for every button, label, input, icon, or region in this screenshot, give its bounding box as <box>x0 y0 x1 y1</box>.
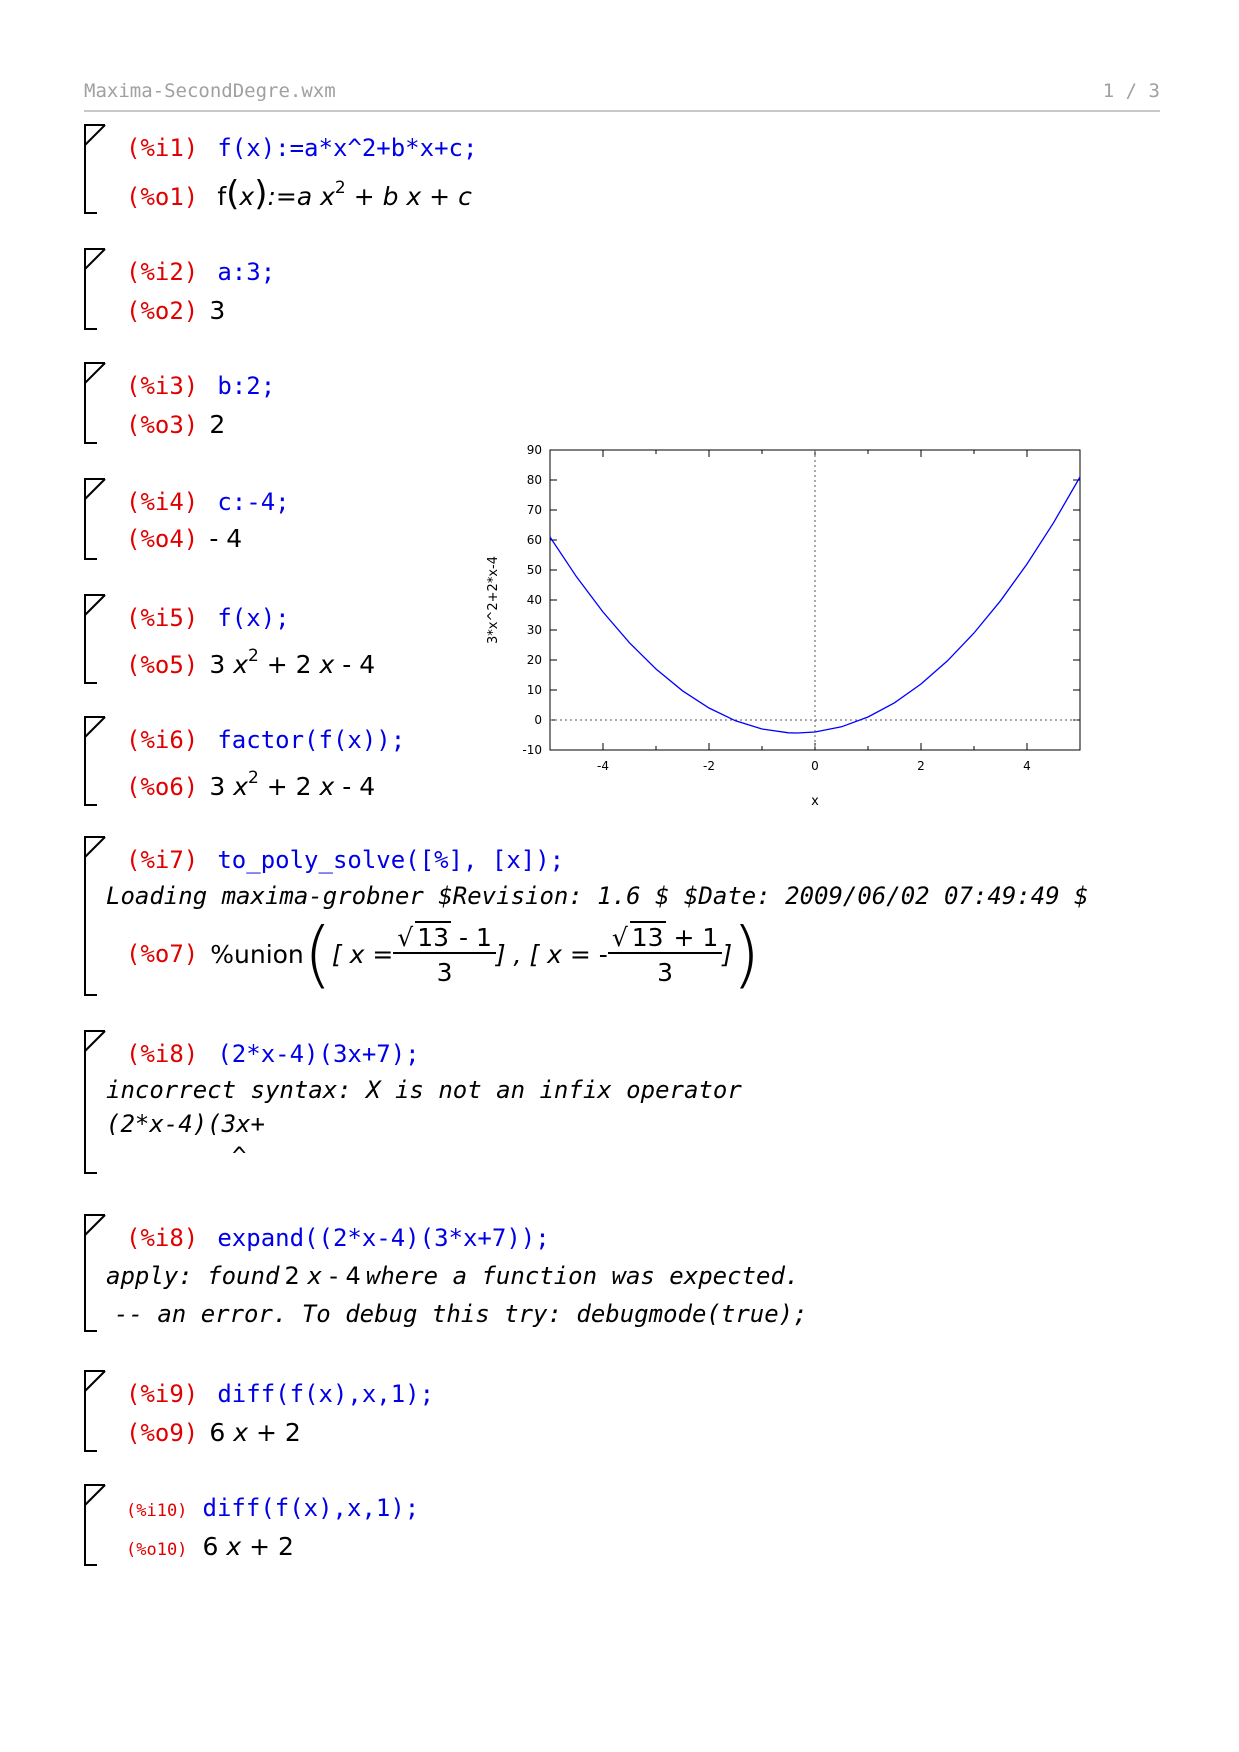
output-expression: 6 x + 2 <box>202 1532 294 1561</box>
cell-bracket[interactable] <box>84 594 96 684</box>
error-hint: -- an error. To debug this try: debugmode(true); <box>114 1300 808 1328</box>
cell-bracket[interactable] <box>84 1370 96 1452</box>
input-code[interactable]: diff(f(x),x,1); <box>202 1494 420 1522</box>
output-value: 2 <box>209 410 226 439</box>
input-label: (%i10) <box>126 1501 188 1521</box>
input-code[interactable]: f(x); <box>217 604 290 632</box>
error-caret: ^ <box>232 1142 247 1170</box>
y-tick-label: 30 <box>526 623 542 637</box>
x-tick-label: 0 <box>811 759 819 773</box>
cell-collapse-triangle-icon[interactable] <box>84 1484 106 1506</box>
cell-bracket[interactable] <box>84 248 96 330</box>
cell-3[interactable] <box>84 362 384 444</box>
input-code[interactable]: diff(f(x),x,1); <box>217 1380 435 1408</box>
input-label: (%i7) <box>126 846 199 874</box>
cell-collapse-triangle-icon[interactable] <box>84 716 106 738</box>
cell-bracket[interactable] <box>84 716 96 806</box>
y-axis-label: 3*x^2+2*x-4 <box>486 556 501 644</box>
input-code[interactable]: f(x):=a*x^2+b*x+c; <box>217 134 478 162</box>
cell-10[interactable] <box>84 1370 484 1452</box>
x-axis-label: x <box>811 794 819 809</box>
input-label: (%i9) <box>126 1380 199 1408</box>
input-label: (%i3) <box>126 372 199 400</box>
output-expression: 6 x + 2 <box>209 1418 301 1447</box>
output-label: (%o2) <box>126 297 199 325</box>
x-tick-label: 4 <box>1023 759 1031 773</box>
y-tick-label: 10 <box>526 683 542 697</box>
function-plot <box>480 430 1110 815</box>
input-code[interactable]: a:3; <box>217 258 276 286</box>
input-label: (%i6) <box>126 726 199 754</box>
output-value: 3 <box>209 296 226 325</box>
cell-bracket[interactable] <box>84 478 96 560</box>
y-tick-label: 20 <box>526 653 542 667</box>
output-value: - 4 <box>209 524 243 553</box>
y-tick-label: 80 <box>526 473 542 487</box>
loading-message: Loading maxima-grobner $Revision: 1.6 $ $Date: 2009/06/02 07:49:49 $ <box>106 882 1089 910</box>
output-label: (%o4) <box>126 525 199 553</box>
cell-collapse-triangle-icon[interactable] <box>84 1214 106 1236</box>
cell-collapse-triangle-icon[interactable] <box>84 478 106 500</box>
error-message: apply: found 2 x - 4 where a function was expected. <box>106 1262 800 1290</box>
input-label: (%i8) <box>126 1040 199 1068</box>
output-label: (%o1) <box>126 183 199 211</box>
y-tick-label: 0 <box>534 713 542 727</box>
y-tick-label: 90 <box>526 443 542 457</box>
cell-bracket[interactable] <box>84 1484 96 1566</box>
cell-5[interactable] <box>84 594 434 684</box>
x-tick-label: -4 <box>597 759 609 773</box>
cell-11[interactable] <box>84 1484 484 1566</box>
page-header <box>84 80 1160 112</box>
output-expression: %union ( [ x = $\frac{√ 13 - 1}{3}$ ] , [ x = - $\frac{√ 13 + 1}{3}$ ] ) <box>210 912 761 996</box>
output-expression: 3 $x^2 + 2$ x - 4 <box>209 768 376 801</box>
error-message: incorrect syntax: X is not an infix operator <box>106 1076 742 1104</box>
cell-7[interactable] <box>84 836 1144 996</box>
y-tick-label: -10 <box>522 743 542 757</box>
input-label: (%i5) <box>126 604 199 632</box>
cell-bracket[interactable] <box>84 1214 96 1332</box>
input-code[interactable]: c:-4; <box>217 488 290 516</box>
cell-1[interactable] <box>84 124 684 214</box>
x-tick-label: -2 <box>703 759 715 773</box>
cell-collapse-triangle-icon[interactable] <box>84 1370 106 1392</box>
cell-collapse-triangle-icon[interactable] <box>84 594 106 616</box>
page-indicator: 1 / 3 <box>1102 80 1160 102</box>
cell-collapse-triangle-icon[interactable] <box>84 248 106 270</box>
input-label: (%i2) <box>126 258 199 286</box>
y-tick-label: 70 <box>526 503 542 517</box>
output-label: (%o9) <box>126 1419 199 1447</box>
error-context: (2*x-4)(3x+ <box>106 1110 265 1138</box>
x-tick-label: 2 <box>917 759 925 773</box>
cell-2[interactable] <box>84 248 384 330</box>
cell-9[interactable] <box>84 1214 984 1332</box>
output-label: (%o6) <box>126 773 199 801</box>
cell-collapse-triangle-icon[interactable] <box>84 362 106 384</box>
input-code[interactable]: (2*x-4)(3x+7); <box>217 1040 420 1068</box>
output-label: (%o7) <box>126 940 199 968</box>
output-expression: f(x):=a $x^2 + b$ x + c <box>217 174 472 214</box>
input-label: (%i8) <box>126 1224 199 1252</box>
union-keyword: %union <box>210 939 304 969</box>
output-expression: 3 $x^2 + 2$ x - 4 <box>209 646 376 679</box>
input-label: (%i4) <box>126 488 199 516</box>
input-code[interactable]: factor(f(x)); <box>217 726 406 754</box>
cell-collapse-triangle-icon[interactable] <box>84 836 106 858</box>
cell-8[interactable] <box>84 1030 884 1174</box>
cell-bracket[interactable] <box>84 124 96 214</box>
cell-6[interactable] <box>84 716 434 806</box>
input-code[interactable]: to_poly_solve([%], [x]); <box>217 846 565 874</box>
input-code[interactable]: expand((2*x-4)(3*x+7)); <box>217 1224 550 1252</box>
y-tick-label: 50 <box>526 563 542 577</box>
input-code[interactable]: b:2; <box>217 372 276 400</box>
cell-4[interactable] <box>84 478 384 560</box>
cell-bracket[interactable] <box>84 1030 96 1174</box>
y-tick-label: 40 <box>526 593 542 607</box>
output-label: (%o10) <box>126 1540 188 1560</box>
output-label: (%o3) <box>126 411 199 439</box>
cell-bracket[interactable] <box>84 362 96 444</box>
cell-bracket[interactable] <box>84 836 96 996</box>
y-tick-label: 60 <box>526 533 542 547</box>
cell-collapse-triangle-icon[interactable] <box>84 124 106 146</box>
output-label: (%o5) <box>126 651 199 679</box>
cell-collapse-triangle-icon[interactable] <box>84 1030 106 1052</box>
input-label: (%i1) <box>126 134 199 162</box>
file-name: Maxima-SecondDegre.wxm <box>84 80 336 102</box>
